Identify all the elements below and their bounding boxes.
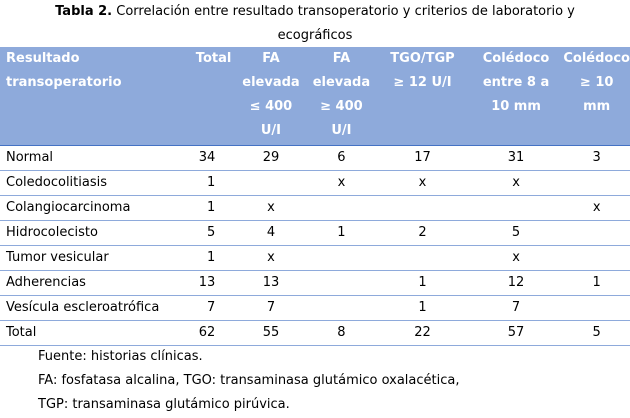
caption-line-1: [0, 0, 630, 24]
caption-text: Correlación entre resultado transoperatorio y criterios de laboratorio y: [116, 4, 575, 19]
table-row: [0, 320, 630, 345]
header-line: FA: [332, 51, 351, 66]
note-fa-tgo: FA: fosfatasa alcalina, TGO: transaminasa glutámico oxalacética,: [38, 373, 460, 388]
header-line: elevada: [242, 75, 300, 90]
header-line: ≥ 400: [320, 99, 363, 114]
table-cell: 34: [169, 145, 236, 170]
table-row: [0, 195, 630, 220]
table-cell: [563, 170, 630, 195]
table-cell: 1: [376, 270, 469, 295]
table-cell: [469, 195, 564, 220]
table-cell: [376, 245, 469, 270]
table-cell: x: [235, 195, 306, 220]
table-cell: 6: [307, 145, 377, 170]
table-cell: 62: [169, 320, 236, 345]
table-cell: x: [469, 170, 564, 195]
table-cell: 1: [376, 295, 469, 320]
table-row: [0, 245, 630, 270]
table-cell: 1: [307, 220, 377, 245]
header-resultado: [0, 47, 169, 145]
header-line: U/I: [331, 123, 352, 138]
header-row: [0, 47, 630, 145]
table-cell: 5: [169, 220, 236, 245]
table-row: [0, 270, 630, 295]
header-line: Colédoco: [563, 51, 630, 66]
header-total: [169, 47, 236, 145]
table-cell: 1: [563, 270, 630, 295]
table-row: [0, 295, 630, 320]
header-line: transoperatorio: [6, 75, 122, 90]
table-cell: [235, 170, 306, 195]
table-cell: [307, 195, 377, 220]
table-cell: 13: [169, 270, 236, 295]
caption-line-2: ecográficos: [277, 28, 353, 43]
table-cell: [307, 270, 377, 295]
header-line: elevada: [312, 75, 371, 90]
table-row: [0, 220, 630, 245]
table-cell: 1: [169, 245, 236, 270]
table-row: [0, 145, 630, 170]
caption-label: Tabla 2.: [55, 4, 113, 19]
header-fa-low: [235, 47, 306, 145]
table-cell: 2: [376, 220, 469, 245]
row-label: Coledocolitiasis: [0, 170, 169, 195]
table-notes: [38, 345, 459, 417]
table-cell: 3: [563, 145, 630, 170]
row-label: Total: [0, 320, 169, 345]
table-cell: x: [235, 245, 306, 270]
header-line: Resultado: [6, 51, 80, 66]
table-cell: [563, 245, 630, 270]
table-cell: x: [469, 245, 564, 270]
table-cell: 1: [169, 195, 236, 220]
table-row: [0, 170, 630, 195]
table-cell: 31: [469, 145, 564, 170]
table-cell: 17: [376, 145, 469, 170]
header-line: entre 8 a: [482, 75, 550, 90]
table-cell: 12: [469, 270, 564, 295]
header-line: ≥ 12 U/I: [393, 75, 452, 90]
row-label: Vesícula escleroatrófica: [0, 295, 169, 320]
table-cell: 7: [169, 295, 236, 320]
table-cell: 22: [376, 320, 469, 345]
table-cell: x: [563, 195, 630, 220]
table-cell: [307, 295, 377, 320]
table-cell: 29: [235, 145, 306, 170]
table-cell: 57: [469, 320, 564, 345]
table-cell: 13: [235, 270, 306, 295]
table-cell: 5: [563, 320, 630, 345]
header-tgo-tgp: [376, 47, 469, 145]
header-line: mm: [583, 99, 611, 114]
table-caption: [0, 0, 630, 48]
table-cell: x: [307, 170, 377, 195]
table-cell: [563, 220, 630, 245]
header-coledoco-8-10: [469, 47, 564, 145]
table-cell: 7: [235, 295, 306, 320]
header-line: ≤ 400: [249, 99, 293, 114]
table-cell: 4: [235, 220, 306, 245]
header-line: FA: [262, 51, 280, 66]
row-label: Tumor vesicular: [0, 245, 169, 270]
header-fa-high: [307, 47, 377, 145]
table-cell: 55: [235, 320, 306, 345]
header-line: U/I: [260, 123, 282, 138]
table-cell: 5: [469, 220, 564, 245]
table-cell: [307, 245, 377, 270]
row-label: Colangiocarcinoma: [0, 195, 169, 220]
note-source: Fuente: historias clínicas.: [38, 349, 203, 364]
table-cell: 7: [469, 295, 564, 320]
table-cell: 1: [169, 170, 236, 195]
row-label: Adherencias: [0, 270, 169, 295]
row-label: Hidrocolecisto: [0, 220, 169, 245]
header-line: Total: [195, 51, 232, 66]
table-body: [0, 145, 630, 345]
header-line: Colédoco: [482, 51, 550, 66]
header-coledoco-10: [563, 47, 630, 145]
table-cell: x: [376, 170, 469, 195]
table-cell: [563, 295, 630, 320]
note-tgp: TGP: transaminasa glutámico pirúvica.: [38, 397, 290, 412]
table-cell: 8: [307, 320, 377, 345]
header-line: 10 mm: [491, 99, 541, 114]
table-cell: [376, 195, 469, 220]
header-line: TGO/TGP: [390, 51, 455, 66]
header-line: ≥ 10: [579, 75, 614, 90]
row-label: Normal: [0, 145, 169, 170]
data-table: [0, 47, 630, 346]
